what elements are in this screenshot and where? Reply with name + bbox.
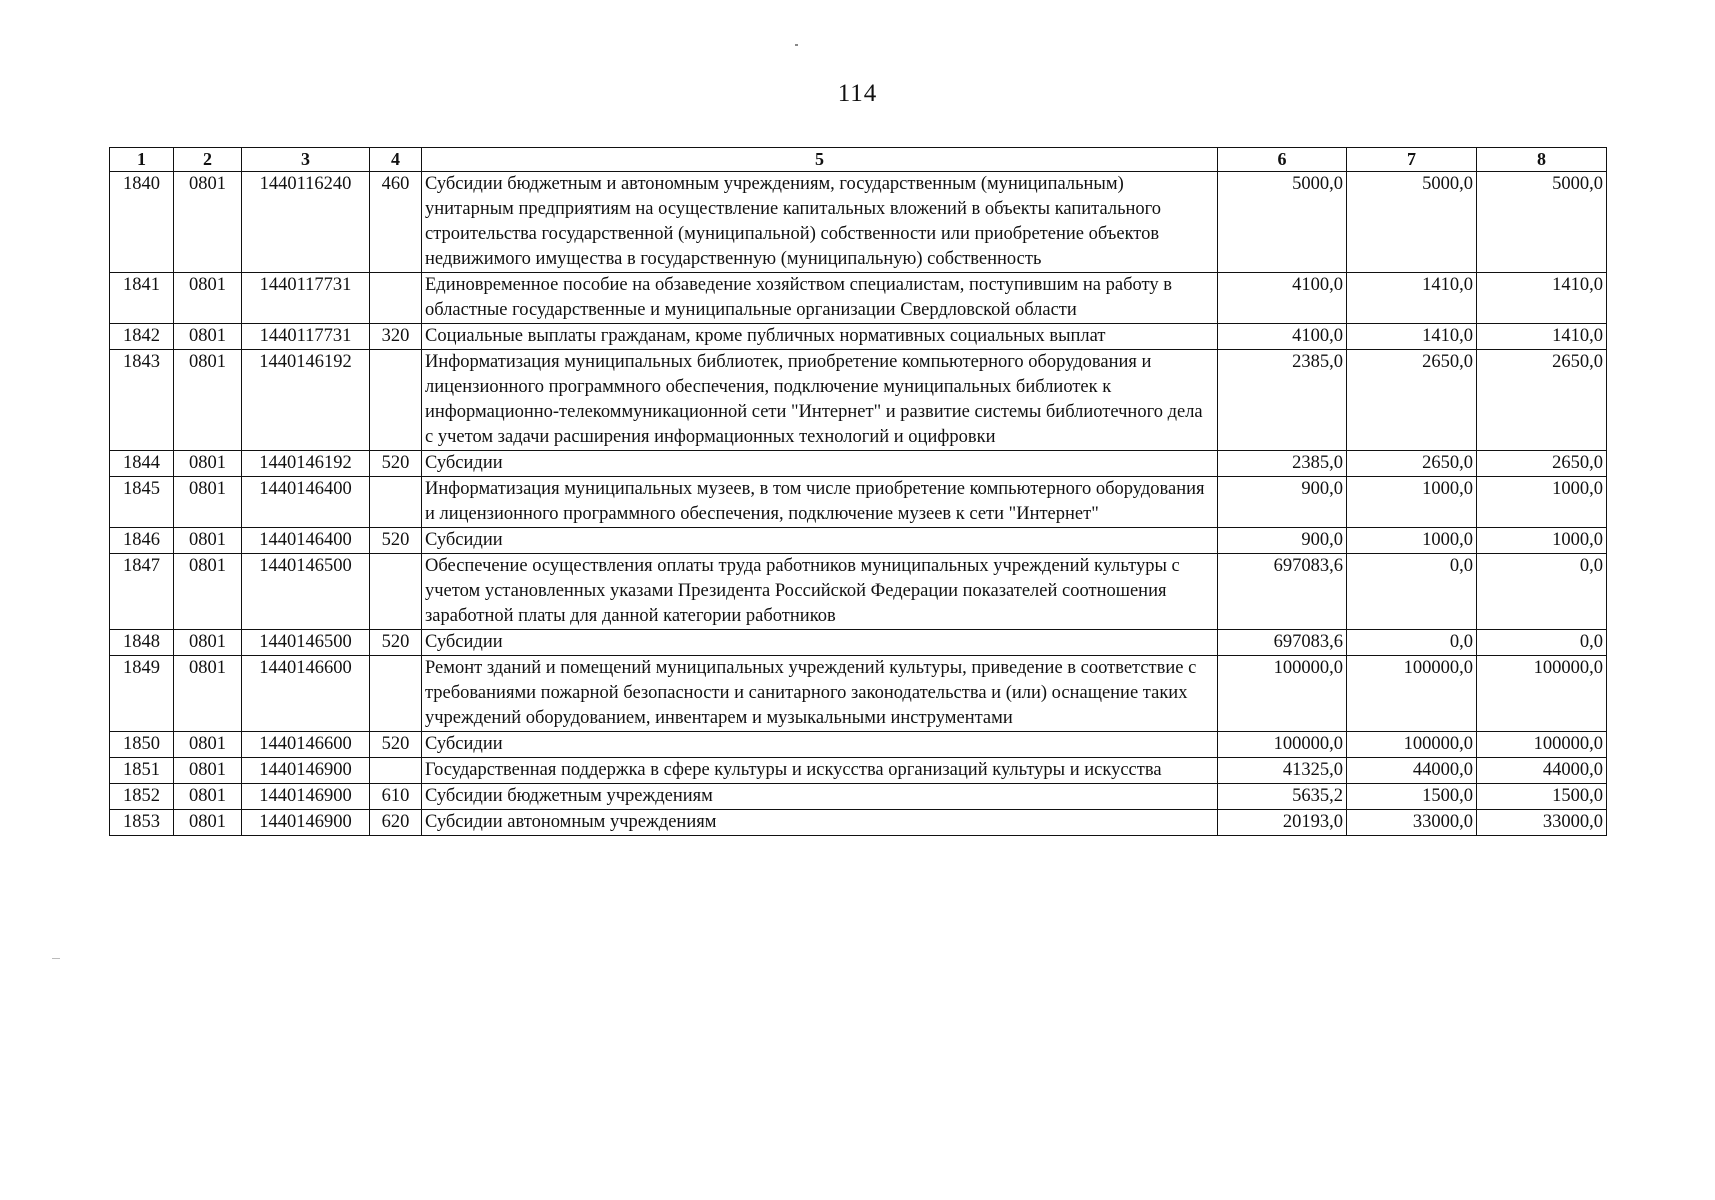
table-row — [110, 758, 1607, 784]
scan-mark — [795, 44, 798, 46]
target-code: 1440146500 — [242, 554, 370, 630]
table-row — [110, 630, 1607, 656]
expense-type-code: 520 — [370, 732, 422, 758]
section-code: 0801 — [174, 784, 242, 810]
row-number: 1840 — [110, 172, 174, 273]
row-number: 1847 — [110, 554, 174, 630]
value-col-7: 100000,0 — [1347, 656, 1477, 732]
value-col-6: 5635,2 — [1218, 784, 1347, 810]
section-code: 0801 — [174, 630, 242, 656]
table-row — [110, 810, 1607, 836]
row-description: Государственная поддержка в сфере культуры и искусства организаций культуры и искусства — [422, 758, 1218, 784]
value-col-8: 5000,0 — [1477, 172, 1607, 273]
col-header-2: 2 — [174, 148, 242, 172]
row-description: Ремонт зданий и помещений муниципальных учреждений культуры, приведение в соответствие с требованиями пожарной безопасности и санитарного законодательства и (или) оснащение таких учреждений оборудованием, инвентарем и музыкальными инструментами — [422, 656, 1218, 732]
expense-type-code: 320 — [370, 324, 422, 350]
row-description: Единовременное пособие на обзаведение хозяйством специалистам, поступившим на работу в областные государственные и муниципальные организации Свердловской области — [422, 273, 1218, 324]
expense-type-code — [370, 656, 422, 732]
table-row — [110, 324, 1607, 350]
target-code: 1440116240 — [242, 172, 370, 273]
value-col-6: 4100,0 — [1218, 324, 1347, 350]
value-col-8: 44000,0 — [1477, 758, 1607, 784]
row-description: Субсидии бюджетным и автономным учреждениям, государственным (муниципальным) унитарным предприятиям на осуществление капитальных вложений в объекты капитального строительства государственной (муниципальной) собственности или приобретение объектов недвижимого имущества в государственную (муниципальную) собственность — [422, 172, 1218, 273]
table-row — [110, 528, 1607, 554]
row-description: Субсидии — [422, 528, 1218, 554]
row-description: Информатизация муниципальных музеев, в том числе приобретение компьютерного оборудования и лицензионного программного обеспечения, подключение музеев к сети "Интернет" — [422, 477, 1218, 528]
row-number: 1846 — [110, 528, 174, 554]
row-description: Субсидии бюджетным учреждениям — [422, 784, 1218, 810]
target-code: 1440146900 — [242, 784, 370, 810]
section-code: 0801 — [174, 324, 242, 350]
row-number: 1845 — [110, 477, 174, 528]
value-col-8: 1500,0 — [1477, 784, 1607, 810]
value-col-8: 1000,0 — [1477, 528, 1607, 554]
target-code: 1440117731 — [242, 324, 370, 350]
value-col-6: 100000,0 — [1218, 732, 1347, 758]
col-header-7: 7 — [1347, 148, 1477, 172]
row-number: 1852 — [110, 784, 174, 810]
section-code: 0801 — [174, 758, 242, 784]
row-description: Обеспечение осуществления оплаты труда работников муниципальных учреждений культуры с учетом установленных указами Президента Российской Федерации показателей соотношения заработной платы для данной категории работников — [422, 554, 1218, 630]
expense-type-code: 520 — [370, 451, 422, 477]
section-code: 0801 — [174, 528, 242, 554]
value-col-7: 1500,0 — [1347, 784, 1477, 810]
value-col-6: 5000,0 — [1218, 172, 1347, 273]
section-code: 0801 — [174, 172, 242, 273]
row-description: Информатизация муниципальных библиотек, приобретение компьютерного оборудования и лицензионного программного обеспечения, подключение муниципальных библиотек к информационно-телекоммуникационной сети "Интернет" и развитие системы библиотечного дела с учетом задачи расширения информационных технологий и оцифровки — [422, 350, 1218, 451]
expense-type-code: 610 — [370, 784, 422, 810]
value-col-6: 20193,0 — [1218, 810, 1347, 836]
scan-edge-mark — [52, 958, 60, 959]
value-col-7: 0,0 — [1347, 630, 1477, 656]
row-description: Субсидии — [422, 630, 1218, 656]
budget-table — [109, 147, 1607, 836]
section-code: 0801 — [174, 732, 242, 758]
value-col-8: 2650,0 — [1477, 451, 1607, 477]
value-col-6: 100000,0 — [1218, 656, 1347, 732]
value-col-6: 41325,0 — [1218, 758, 1347, 784]
page-number: 114 — [837, 80, 878, 107]
target-code: 1440146600 — [242, 732, 370, 758]
value-col-6: 900,0 — [1218, 528, 1347, 554]
value-col-8: 2650,0 — [1477, 350, 1607, 451]
value-col-8: 1410,0 — [1477, 273, 1607, 324]
section-code: 0801 — [174, 656, 242, 732]
section-code: 0801 — [174, 273, 242, 324]
table-row — [110, 172, 1607, 273]
value-col-7: 1000,0 — [1347, 477, 1477, 528]
col-header-1: 1 — [110, 148, 174, 172]
target-code: 1440146192 — [242, 451, 370, 477]
expense-type-code — [370, 350, 422, 451]
value-col-7: 2650,0 — [1347, 350, 1477, 451]
row-number: 1850 — [110, 732, 174, 758]
col-header-8: 8 — [1477, 148, 1607, 172]
section-code: 0801 — [174, 810, 242, 836]
target-code: 1440146192 — [242, 350, 370, 451]
target-code: 1440146400 — [242, 477, 370, 528]
value-col-6: 4100,0 — [1218, 273, 1347, 324]
expense-type-code: 620 — [370, 810, 422, 836]
col-header-4: 4 — [370, 148, 422, 172]
target-code: 1440117731 — [242, 273, 370, 324]
row-number: 1848 — [110, 630, 174, 656]
value-col-6: 2385,0 — [1218, 451, 1347, 477]
row-description: Субсидии — [422, 732, 1218, 758]
col-header-6: 6 — [1218, 148, 1347, 172]
table-row — [110, 784, 1607, 810]
value-col-7: 100000,0 — [1347, 732, 1477, 758]
row-number: 1841 — [110, 273, 174, 324]
header-row — [110, 148, 1607, 172]
value-col-6: 900,0 — [1218, 477, 1347, 528]
expense-type-code: 520 — [370, 528, 422, 554]
table-row — [110, 732, 1607, 758]
target-code: 1440146400 — [242, 528, 370, 554]
section-code: 0801 — [174, 554, 242, 630]
value-col-7: 33000,0 — [1347, 810, 1477, 836]
value-col-7: 5000,0 — [1347, 172, 1477, 273]
value-col-8: 1000,0 — [1477, 477, 1607, 528]
expense-type-code — [370, 554, 422, 630]
value-col-7: 0,0 — [1347, 554, 1477, 630]
expense-type-code: 460 — [370, 172, 422, 273]
row-description: Субсидии — [422, 451, 1218, 477]
table-body — [110, 172, 1607, 836]
expense-type-code — [370, 273, 422, 324]
row-number: 1853 — [110, 810, 174, 836]
target-code: 1440146900 — [242, 758, 370, 784]
section-code: 0801 — [174, 477, 242, 528]
col-header-5: 5 — [422, 148, 1218, 172]
row-number: 1844 — [110, 451, 174, 477]
table-row — [110, 477, 1607, 528]
value-col-7: 44000,0 — [1347, 758, 1477, 784]
value-col-8: 0,0 — [1477, 554, 1607, 630]
table-row — [110, 554, 1607, 630]
value-col-8: 0,0 — [1477, 630, 1607, 656]
value-col-8: 1410,0 — [1477, 324, 1607, 350]
value-col-8: 33000,0 — [1477, 810, 1607, 836]
target-code: 1440146900 — [242, 810, 370, 836]
value-col-8: 100000,0 — [1477, 656, 1607, 732]
section-code: 0801 — [174, 451, 242, 477]
row-number: 1851 — [110, 758, 174, 784]
row-description: Социальные выплаты гражданам, кроме публичных нормативных социальных выплат — [422, 324, 1218, 350]
expense-type-code — [370, 758, 422, 784]
table-row — [110, 273, 1607, 324]
expense-type-code — [370, 477, 422, 528]
table-row — [110, 656, 1607, 732]
row-number: 1843 — [110, 350, 174, 451]
value-col-6: 2385,0 — [1218, 350, 1347, 451]
target-code: 1440146500 — [242, 630, 370, 656]
value-col-7: 1000,0 — [1347, 528, 1477, 554]
value-col-7: 1410,0 — [1347, 273, 1477, 324]
value-col-7: 1410,0 — [1347, 324, 1477, 350]
value-col-8: 100000,0 — [1477, 732, 1607, 758]
value-col-7: 2650,0 — [1347, 451, 1477, 477]
row-number: 1842 — [110, 324, 174, 350]
table-row — [110, 350, 1607, 451]
value-col-6: 697083,6 — [1218, 630, 1347, 656]
section-code: 0801 — [174, 350, 242, 451]
value-col-6: 697083,6 — [1218, 554, 1347, 630]
expense-type-code: 520 — [370, 630, 422, 656]
target-code: 1440146600 — [242, 656, 370, 732]
row-number: 1849 — [110, 656, 174, 732]
table-row — [110, 451, 1607, 477]
col-header-3: 3 — [242, 148, 370, 172]
row-description: Субсидии автономным учреждениям — [422, 810, 1218, 836]
